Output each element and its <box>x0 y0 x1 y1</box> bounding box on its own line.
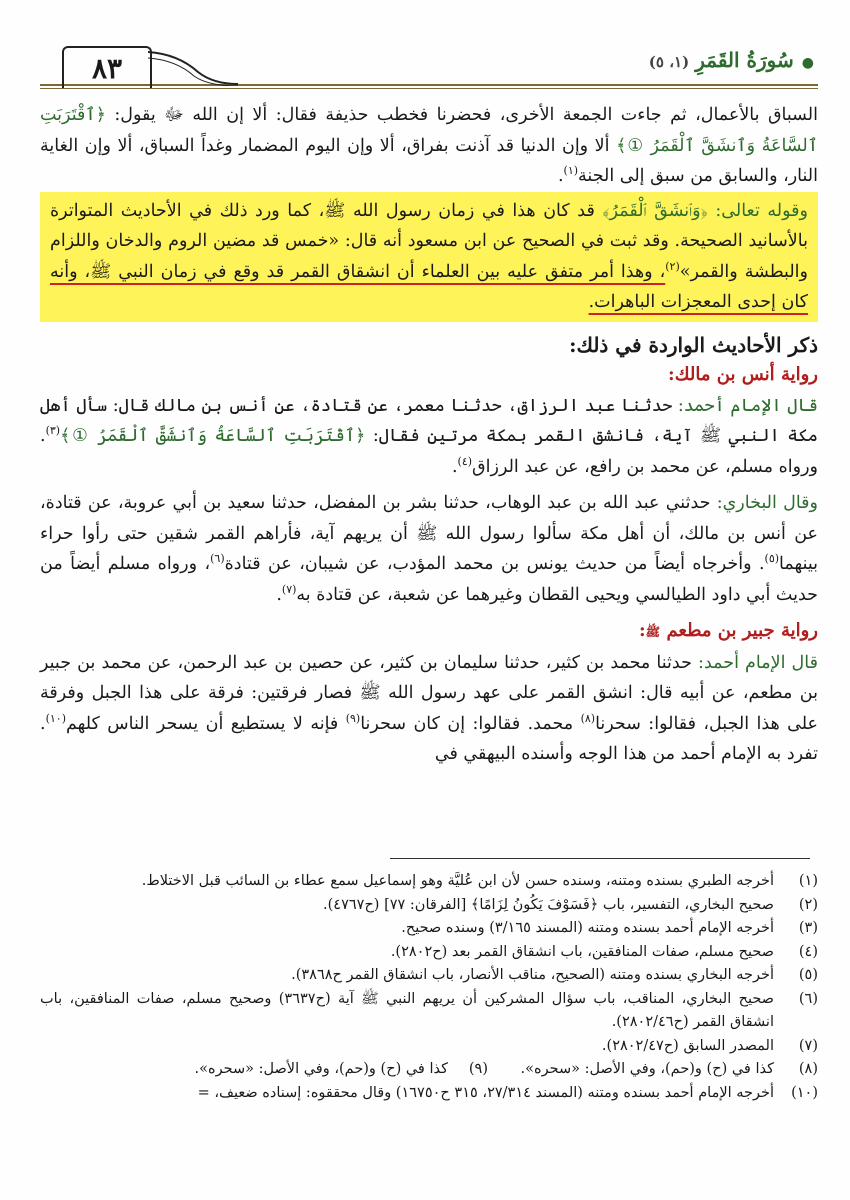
footnote-number: (٣) <box>798 920 818 936</box>
footnote-ref: (٨) <box>580 711 596 725</box>
footnotes <box>40 870 818 1105</box>
page-header <box>40 42 818 90</box>
footnote-ref: (٣) <box>45 424 61 438</box>
verse-range: (١، ٥) <box>648 53 690 71</box>
paragraph-anas: قال الإمام أحمد: حدثنا عبد الرزاق، حدثنا معمر، عن قتادة، عن أنس بن مالك قال: سأل أهل مكة النبي ﷺ آية، فانشق القمر بمكة مرتين فقال: ﴿ٱقْتَرَبَتِ ٱلسَّاعَةُ وَٱنشَقَّ ٱلْقَمَرُ ①﴾$^{(٣)}$. ورواه مسلم، عن محمد بن رافع، عن عبد الرزاق$^{(٤)}$. <box>40 395 818 477</box>
footnote-text: صحيح البخاري، المناقب، باب سؤال المشركين أن يريهم النبي ﷺ آية (ح٣٦٣٧) وصحيح مسلم، صفات المنافقين، باب انشقاق القمر (ح٢٨٠٢/٤٦). <box>40 990 774 1030</box>
footnote-separator <box>390 858 810 859</box>
footnote-number: (٩) <box>468 1061 488 1077</box>
surah-title <box>649 48 814 72</box>
footnote-number: (٨) <box>798 1061 818 1077</box>
footnote-text: كذا في (ح) و(حم)، وفي الأصل: «سحره». <box>194 1061 448 1077</box>
surah-name: سُورَةُ القَمَرِ <box>695 48 794 72</box>
footnote-item <box>40 917 818 941</box>
section-heading: ذكر الأحاديث الواردة في ذلك: <box>569 332 818 357</box>
footnote-ref: (٧) <box>281 582 297 596</box>
header-rule-thin <box>40 88 818 89</box>
footnote-text: صحيح مسلم، صفات المنافقين، باب انشقاق القمر بعد (ح٢٨٠٢). <box>390 943 774 960</box>
footnote-number: (٢) <box>798 896 818 913</box>
footnote-item <box>40 964 818 988</box>
footnote-ref: (٢) <box>665 259 680 273</box>
footnote-number: (١) <box>798 873 818 889</box>
subheading-anas: رواية أنس بن مالك: <box>668 364 818 385</box>
main-text <box>40 100 818 770</box>
footnote-item <box>40 1035 818 1059</box>
footnote-pair <box>40 1058 818 1082</box>
footnote-item <box>40 1082 818 1106</box>
footnote-number: (٥) <box>798 967 818 983</box>
footnote-ref: (١٠) <box>45 711 66 725</box>
honorific: ﷺ <box>645 625 661 639</box>
quran-verse: ﴿ٱقْتَرَبَتِ ٱلسَّاعَةُ وَٱنشَقَّ ٱلْقَمَرُ ①﴾ <box>40 105 818 156</box>
paragraph-bukhari: وقال البخاري: حدثني عبد الله بن عبد الوهاب، حدثنا بشر بن المفضل، حدثنا سعيد بن أبي عروبة، عن قتادة، عن أنس بن مالك، أن أهل مكة سألوا رسول الله ﷺ أن يريهم آية، فأراهم القمر شقين حتى رأوا حراء بينهما$^{(٥)}$. وأخرجاه أيضاً من حديث يونس بن محمد المؤدب، عن شيبان، عن قتادة$^{(٦)}$، ورواه مسلم أيضاً من حديث أبي داود الطيالسي ويحيى القطان وغيرهما عن شعبة، عن قتادة به$^{(٧)}$. <box>40 493 818 605</box>
quran-verse: ﴿ٱقْتَرَبَتِ ٱلسَّاعَةُ وَٱنشَقَّ ٱلْقَمَرُ ①﴾ <box>60 426 366 446</box>
quran-verse: ﴿وَٱنشَقَّ ٱلْقَمَرُ﴾ <box>602 200 708 221</box>
paragraph-1: السباق بالأعمال، ثم جاءت الجمعة الأخرى، فحضرنا فخطب حذيفة فقال: ألا إن الله ﷻ يقول: ﴿ٱقْتَرَبَتِ ٱلسَّاعَةُ وَٱنشَقَّ ٱلْقَمَرُ ①﴾ ألا وإن الدنيا قد آذنت بفراق، ألا وإن اليوم المضمار وغداً السباق، ألا وإن الغاية النار، والسابق من سبق إلى الجنة$^{(١)}$. <box>40 105 818 186</box>
footnote-number: (٧) <box>798 1037 818 1054</box>
paragraph-jubair: قال الإمام أحمد: حدثنا محمد بن كثير، حدثنا سليمان بن كثير، عن حصين بن عبد الرحمن، عن محمد بن جبير بن مطعم، عن أبيه قال: انشق القمر على عهد رسول الله ﷺ فصار فرقتين: فرقة على هذا الجبل وفرقة على هذا الجبل، فقالوا: سحرنا$^{(٨)}$ محمد. فقالوا: إن كان سحرنا$^{(٩)}$ فإنه لا يستطيع أن يسحر الناس كلهم$^{(١٠)}$. تفرد به الإمام أحمد من هذا الوجه وأسنده البيهقي في <box>40 652 818 764</box>
footnote-ref: (٦) <box>210 552 225 566</box>
footnote-ref: (١) <box>563 164 579 178</box>
footnote-number: (٦) <box>798 990 818 1007</box>
bullet-icon: ● <box>801 55 814 71</box>
footnote-text: كذا في (ح) و(حم)، وفي الأصل: «سحره». <box>520 1061 774 1077</box>
footnote-item <box>40 870 818 894</box>
footnote-ref: (٥) <box>764 552 780 566</box>
footnote-text: صحيح البخاري، التفسير، باب ﴿فَسَوْفَ يَكُونُ لِزَامًا﴾ [الفرقان: ٧٧] (ح٤٧٦٧). <box>323 896 774 913</box>
subheading-jubair: رواية جبير بن مطعم ﷺ: <box>639 620 818 641</box>
header-ornament <box>148 50 238 86</box>
footnote-item <box>40 988 818 1035</box>
footnote-item <box>40 894 818 918</box>
footnote-ref: (٩) <box>345 711 361 725</box>
footnote-ref: (٤) <box>457 454 473 468</box>
footnote-number: (٤) <box>798 943 818 960</box>
footnote-number: (١٠) <box>791 1084 818 1101</box>
underlined-text: ، وهذا أمر متفق عليه بين العلماء أن انشقاق القمر قد وقع في زمان النبي ﷺ، وأنه كان إحدى المعجزات الباهرات. <box>50 261 808 312</box>
footnote-text: المصدر السابق (ح٢٨٠٢/٤٧). <box>601 1037 774 1054</box>
footnote-text: أخرجه الطبري بسنده ومتنه، وسنده حسن لأن ابن عُليَّة وهو إسماعيل سمع عطاء بن السائب قبل الاختلاط. <box>141 873 774 889</box>
footnote-text: أخرجه الإمام أحمد بسنده ومتنه (المسند ٣/١٦٥) وسنده صحيح. <box>401 920 774 936</box>
footnote-text: أخرجه الإمام أحمد بسنده ومتنه (المسند ٢٧/٣١٤، ٣١٥ ح١٦٧٥٠) وقال محققوه: إسناده ضعيف، = <box>197 1084 774 1101</box>
page-number: ٨٣ <box>62 46 152 88</box>
footnote-item <box>40 941 818 965</box>
highlighted-paragraph: وقوله تعالى: ﴿وَٱنشَقَّ ٱلْقَمَرُ﴾ قد كان هذا في زمان رسول الله ﷺ، كما ورد ذلك في الأحاديث المتواترة بالأسانيد الصحيحة. وقد ثبت في الصحيح عن ابن مسعود أنه قال: «خمس قد مضين الروم والدخان واللزام والبطشة والقمر»$^{(٢)}$، وهذا أمر متفق عليه بين العلماء أن انشقاق القمر قد وقع في زمان النبي ﷺ، وأنه كان إحدى المعجزات الباهرات. <box>40 192 818 322</box>
footnote-text: أخرجه البخاري بسنده ومتنه (الصحيح، مناقب الأنصار، باب انشقاق القمر ح٣٨٦٨). <box>291 967 774 983</box>
